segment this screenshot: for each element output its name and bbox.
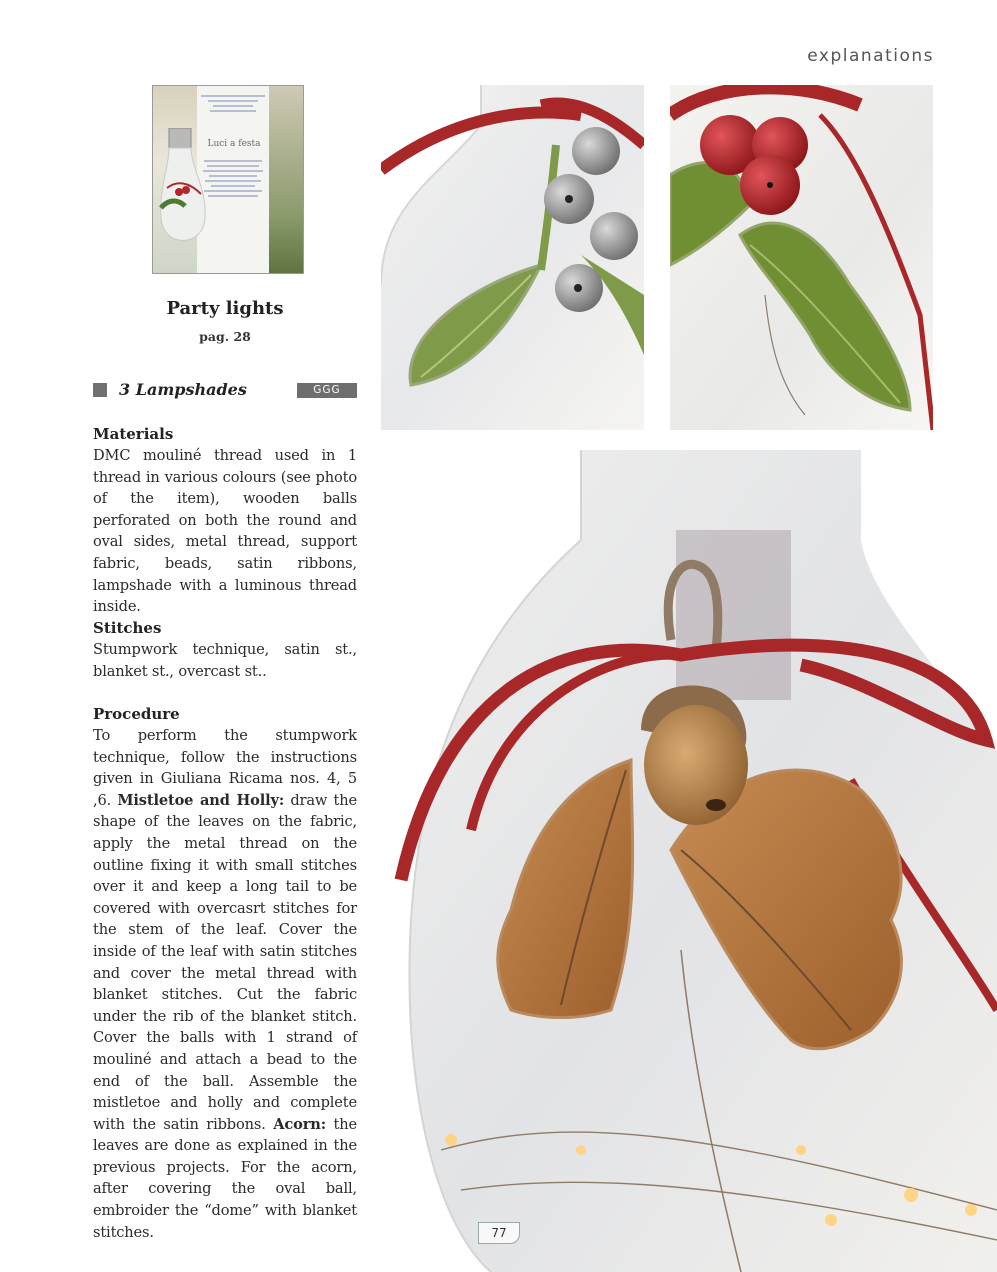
- procedure-term-mistletoe-holly: Mistletoe and Holly:: [117, 791, 285, 809]
- reference-page-thumbnail: [152, 85, 304, 274]
- project-name: 3 Lampshades: [119, 380, 247, 399]
- reference-title: Party lights: [166, 298, 284, 319]
- procedure-part-acorn: the leaves are done as explained in the previous projects. For the acorn, after covering the oval ball, embroider the “dome” with blanket stitches.: [93, 1115, 357, 1241]
- project-marker-square: [93, 383, 107, 397]
- procedure-text: [93, 725, 357, 1243]
- project-heading: [93, 380, 357, 402]
- photo-holly-lampshade: [670, 85, 933, 430]
- materials-section: [93, 425, 357, 618]
- materials-heading: Materials: [93, 425, 174, 443]
- thumbnail-page-text: [201, 92, 267, 200]
- materials-text: DMC mouliné thread used in 1 thread in various colours (see photo of the item), wooden balls perforated on both the round and oval sides, metal thread, support fabric, beads, satin ribbons, lampshade with a luminous thread inside.: [93, 447, 357, 616]
- stitches-text: Stumpwork technique, satin st., blanket st., overcast st..: [93, 641, 357, 680]
- procedure-part-mistletoe-holly: draw the shape of the leaves on the fabric, apply the metal thread on the outline fixing it with small stitches over it and keep a long tail to be covered with overcasrt stitches for the stem of the leaf. Cover the inside of the leaf with satin stitches and cover the metal thread with blanket stitches. Cut the fabric under the rib of the blanket stitch. Cover the balls with 1 strand of mouliné and attach a bead to the end of the ball. Assemble the mistletoe and holly and complete with the satin ribbons.: [93, 791, 357, 1133]
- thumbnail-right-photo: [269, 86, 303, 273]
- reference-page: pag. 28: [199, 329, 251, 344]
- procedure-intro: To perform the stumpwork technique, follow the instructions given in Giuliana Ricama nos. 4, 5 ,6.: [93, 727, 357, 809]
- photo-acorn-lampshade: [381, 450, 997, 1272]
- thumbnail-bulb-illustration: [159, 128, 207, 258]
- section-header: explanations: [807, 46, 934, 66]
- page-number: 77: [478, 1222, 520, 1244]
- stitches-heading: Stitches: [93, 619, 162, 637]
- procedure-term-acorn: Acorn:: [273, 1115, 326, 1133]
- photo-mistletoe-lampshade: [381, 85, 644, 430]
- procedure-heading: Procedure: [93, 705, 180, 723]
- procedure-section: [93, 705, 357, 1243]
- stitches-section: [93, 619, 357, 682]
- difficulty-badge: GGG: [297, 383, 357, 398]
- thumbnail-title: Luci a festa: [207, 139, 261, 149]
